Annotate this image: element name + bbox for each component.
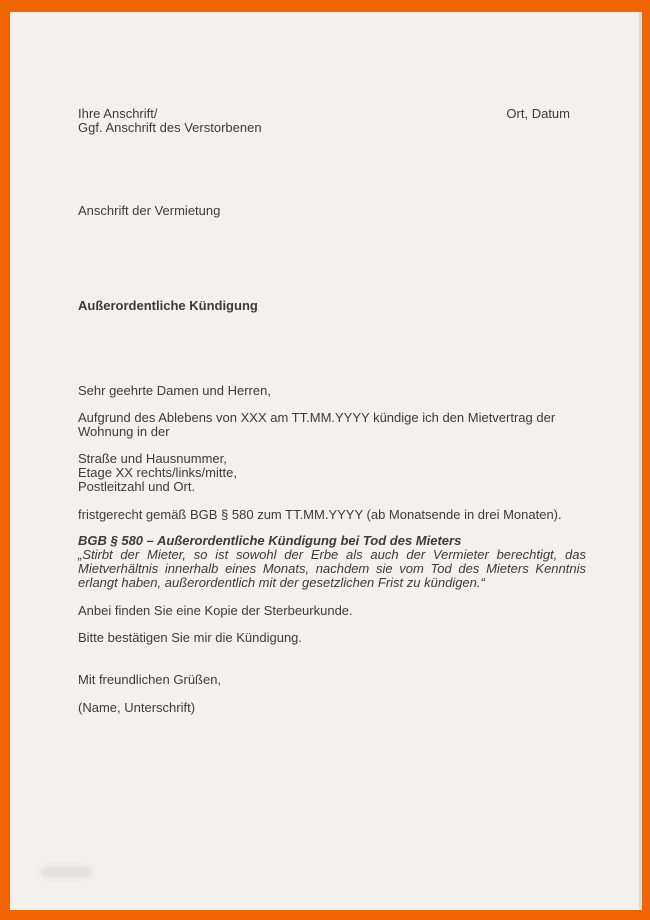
letter-header	[78, 107, 586, 135]
sender-line-2: Ggf. Anschrift des Verstorbenen	[78, 120, 262, 135]
paragraph-attachment: Anbei finden Sie eine Kopie der Sterbeurkunde.	[78, 603, 353, 618]
law-citation-quote: „Stirbt der Mieter, so ist sowohl der Erbe als auch der Vermieter berechtigt, das Mietverhältnis innerhalb eines Monats, nachdem sie vom Tod des Mieters Kenntnis erlangt haben, außerordentlich mit der gesetzlichen Frist zu kündigen.“	[78, 547, 586, 590]
signature-line: (Name, Unterschrift)	[78, 700, 196, 715]
watermark	[40, 866, 92, 878]
letter-page-inner	[10, 12, 642, 910]
apartment-address-line-1: Straße und Hausnummer,	[78, 451, 227, 466]
paragraph-deadline: fristgerecht gemäß BGB § 580 zum TT.MM.YYYY (ab Monatsende in drei Monaten).	[78, 507, 562, 522]
paragraph-intro: Aufgrund des Ablebens von XXX am TT.MM.YYYY kündige ich den Mietvertrag der Wohnung in der	[78, 410, 556, 439]
paragraph-confirmation: Bitte bestätigen Sie mir die Kündigung.	[78, 630, 303, 645]
letter-content	[10, 12, 642, 715]
law-citation-block	[78, 534, 586, 590]
law-citation-heading: BGB § 580 – Außerordentliche Kündigung bei Tod des Mieters	[78, 533, 462, 548]
apartment-address-line-2: Etage XX rechts/links/mitte,	[78, 465, 237, 480]
place-date-line: Ort, Datum	[506, 106, 570, 121]
apartment-address-line-3: Postleitzahl und Ort.	[78, 479, 196, 494]
sender-line-1: Ihre Anschrift/	[78, 106, 158, 121]
salutation: Sehr geehrte Damen und Herren,	[78, 383, 271, 398]
closing-line: Mit freundlichen Grüßen,	[78, 672, 222, 687]
apartment-address-block	[78, 452, 586, 494]
sender-address-block	[78, 107, 262, 135]
subject-line: Außerordentliche Kündigung	[78, 298, 258, 313]
recipient-address: Anschrift der Vermietung	[78, 203, 221, 218]
